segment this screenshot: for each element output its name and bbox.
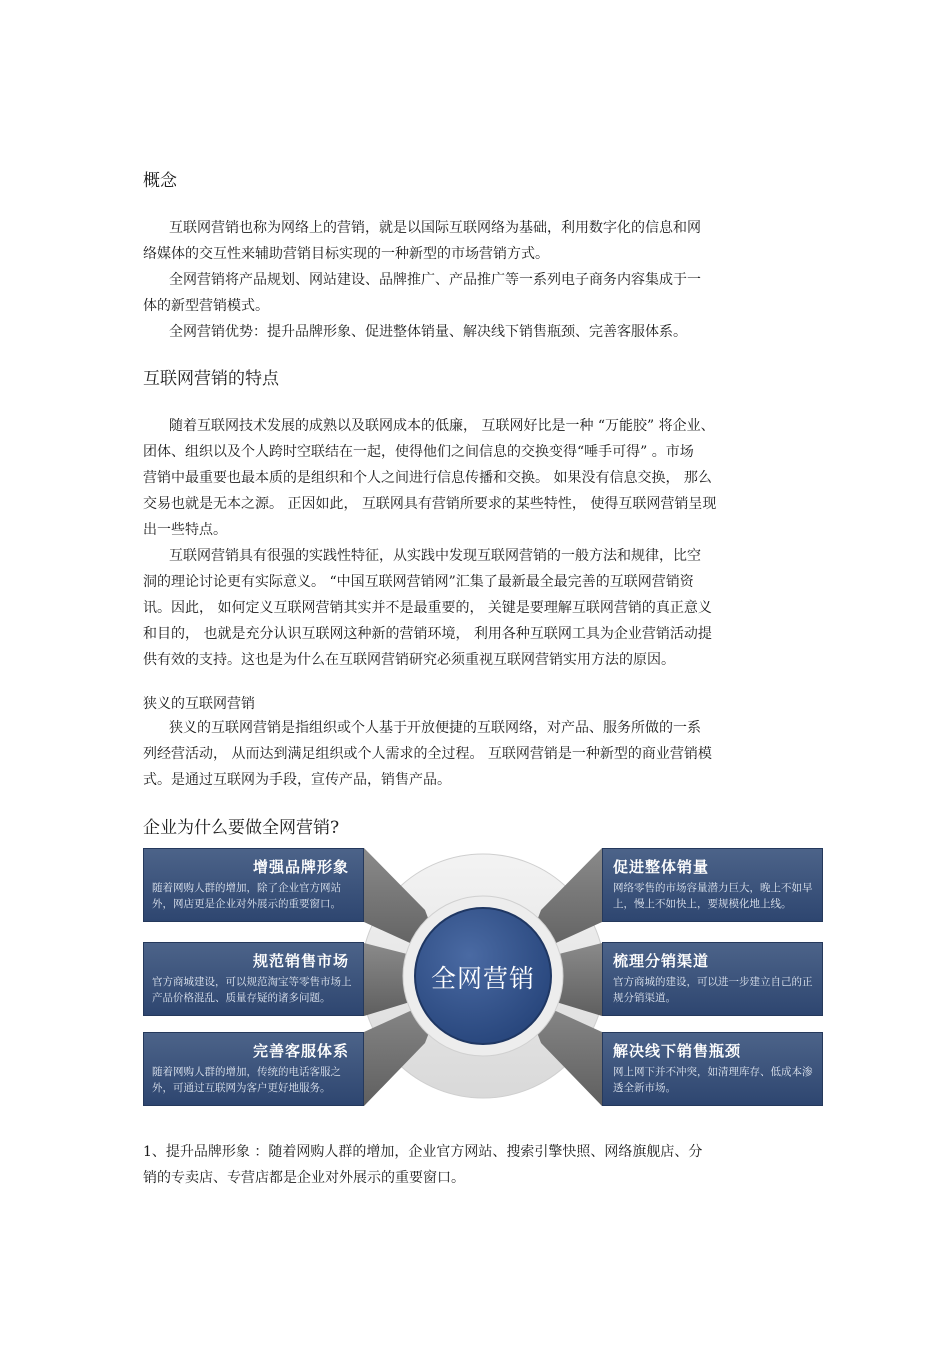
panel-title: 解决线下销售瓶颈 (613, 1042, 742, 1060)
paragraph-concept-3 (143, 319, 808, 345)
marketing-diagram (143, 848, 823, 1106)
heading-concept: 概念 (143, 171, 177, 191)
center-container (373, 848, 593, 1106)
panel-distribution-channels (602, 942, 823, 1016)
text-line: 全网营销优势：提升品牌形象、促进整体销量、解决线下销售瓶颈、完善客服体系。 (169, 324, 687, 340)
text-line: 1、提升品牌形象 ：随着网购人群的增加，企业官方网站、搜索引擎快照、网络旗舰店、分 (143, 1144, 703, 1160)
paragraph-concept-1 (143, 215, 808, 267)
text-line: 和目的， 也就是充分认识互联网这种新的营销环境， 利用各种互联网工具为企业营销活动提 (143, 626, 712, 642)
text-line: 互联网营销也称为网络上的营销，就是以国际互联网络为基础，利用数字化的信息和网 (169, 220, 701, 236)
text-line: 互联网营销具有很强的实践性特征，从实践中发现互联网营销的一般方法和规律，比空 (169, 548, 701, 564)
text-line: 络媒体的交互性来辅助营销目标实现的一种新型的市场营销方式。 (143, 246, 549, 262)
paragraph-concept-2 (143, 267, 808, 319)
text-line: 讯。因此， 如何定义互联网营销其实并不是最重要的， 关键是要理解互联网营销的真正意义 (143, 600, 712, 616)
paragraph-features-1 (143, 413, 808, 543)
text-line: 列经营活动， 从而达到满足组织或个人需求的全过程。 互联网营销是一种新型的商业营销模 (143, 746, 712, 762)
panel-title: 促进整体销量 (613, 858, 710, 876)
heading-why: 企业为什么要做全网营销? (143, 818, 340, 838)
text-line: 出一些特点。 (143, 522, 227, 538)
panel-customer-service (143, 1032, 364, 1106)
panel-title: 完善客服体系 (252, 1042, 349, 1060)
text-line: 营销中最重要也最本质的是组织和个人之间进行信息传播和交换。 如果没有信息交换， 那么 (143, 470, 712, 486)
panel-desc: 随着网购人群的增加，除了企业官方网站外，网店更是企业对外展示的重要窗口。 (152, 882, 341, 910)
heading-features: 互联网营销的特点 (143, 369, 279, 389)
panel-title: 梳理分销渠道 (613, 952, 710, 970)
text-line: 全网营销将产品规划、网站建设、品牌推广、产品推广等一系列电子商务内容集成于一 (169, 272, 701, 288)
text-line: 随着互联网技术发展的成熟以及联网成本的低廉， 互联网好比是一种 “万能胶” 将企业、 (169, 418, 715, 434)
paragraph-narrow-1 (143, 715, 808, 793)
panel-regulate-market (143, 942, 364, 1016)
text-line: 式。是通过互联网为手段，宣传产品，销售产品。 (143, 772, 451, 788)
text-line: 销的专卖店、专营店都是企业对外展示的重要窗口。 (143, 1170, 465, 1186)
panel-title: 规范销售市场 (252, 952, 349, 970)
paragraph-features-2 (143, 543, 808, 673)
text-line: 体的新型营销模式。 (143, 298, 269, 314)
panel-desc: 官方商城的建设，可以进一步建立自己的正规分销渠道。 (613, 976, 813, 1004)
heading-narrow: 狭义的互联网营销 (143, 696, 255, 712)
paragraph-point-1 (143, 1139, 808, 1191)
panel-brand-image (143, 848, 364, 922)
text-line: 狭义的互联网营销是指组织或个人基于开放便捷的互联网络，对产品、服务所做的一系 (169, 720, 701, 736)
text-line: 交易也就是无本之源。 正因如此， 互联网具有营销所要求的某些特性， 使得互联网营销呈现 (143, 496, 717, 512)
center-label: 全网营销 (430, 964, 536, 993)
panel-desc: 官方商城建设，可以规范淘宝等零售市场上产品价格混乱、质量存疑的诸多问题。 (152, 976, 352, 1004)
panel-desc: 网上网下并不冲突，如清理库存、低成本渗透全新市场。 (613, 1066, 813, 1094)
panel-desc: 随着网购人群的增加，传统的电话客服之外，可通过互联网为客户更好地服务。 (152, 1066, 341, 1094)
panel-title: 增强品牌形象 (252, 858, 349, 876)
panel-offline-bottleneck (602, 1032, 823, 1106)
panel-sales-volume (602, 848, 823, 922)
text-line: 洞的理论讨论更有实际意义。 “中国互联网营销网”汇集了最新最全最完善的互联网营销资 (143, 574, 694, 590)
text-line: 团体、组织以及个人跨时空联结在一起，使得他们之间信息的交换变得“唾手可得” 。市场 (143, 444, 694, 460)
panel-desc: 网络零售的市场容量潜力巨大，晚上不如早上，慢上不如快上，要规模化地上线。 (613, 882, 813, 910)
text-line: 供有效的支持。这也是为什么在互联网营销研究必须重视互联网营销实用方法的原因。 (143, 652, 675, 668)
